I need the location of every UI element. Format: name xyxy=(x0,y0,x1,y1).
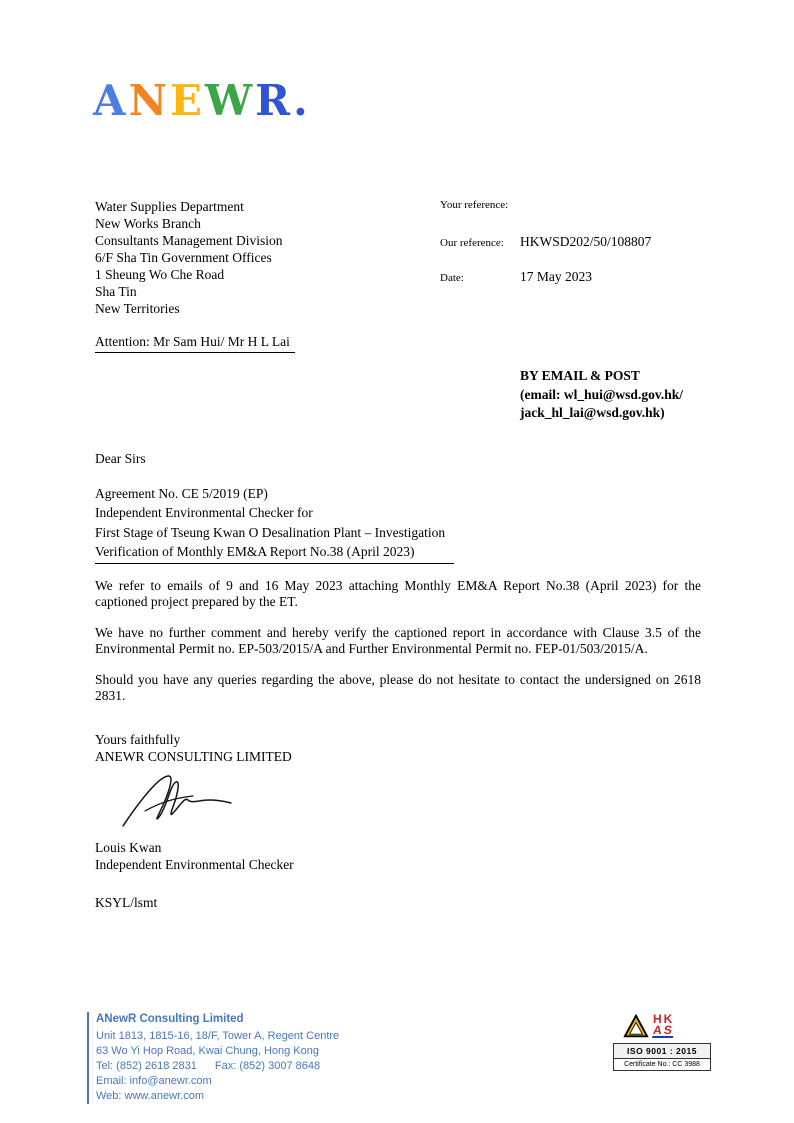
logo-letter: W xyxy=(205,76,256,125)
logo-letter: N xyxy=(128,76,170,125)
closing-company: ANEWR CONSULTING LIMITED xyxy=(95,748,292,764)
hkas-triangle-icon xyxy=(623,1014,649,1038)
body-paragraph-2: We have no further comment and hereby verify the captioned report in accordance with Clause 3.5 of the Environmental Permit no. EP-503/2015/A and Further Environmental Permit no. FEP-01/503/2015/A. xyxy=(95,624,701,656)
footer-fax: Fax: (852) 3007 8648 xyxy=(214,1060,321,1072)
attention-text: Attention: Mr Sam Hui/ Mr H L Lai xyxy=(95,334,295,353)
hkas-top-text: HK xyxy=(653,1012,675,1026)
signature-image xyxy=(113,771,243,833)
your-reference-row xyxy=(440,199,702,217)
delivery-email-line-2: jack_hl_lai@wsd.gov.hk) xyxy=(520,405,665,420)
company-logo xyxy=(93,76,311,125)
recipient-address-line: Water Supplies Department xyxy=(95,199,244,214)
hkas-mark xyxy=(623,1014,711,1038)
footer-tel: Tel: (852) 2618 2831 xyxy=(96,1060,197,1072)
closing-block xyxy=(95,731,701,765)
subject-line-4-text: Verification of Monthly EM&A Report No.38 (April 2023) xyxy=(95,542,454,564)
recipient-address-line: Sha Tin xyxy=(95,284,137,299)
our-reference-row xyxy=(440,234,702,252)
reference-block xyxy=(440,199,702,304)
date-label: Date: xyxy=(440,272,464,284)
our-reference-label: Our reference: xyxy=(440,237,504,249)
reference-initials: KSYL/lsmt xyxy=(95,894,158,910)
footer-address-line-1: Unit 1813, 1815-16, 18/F, Tower A, Regent Centre xyxy=(96,1030,340,1042)
footer-tel-fax xyxy=(96,1059,517,1074)
date-value: 17 May 2023 xyxy=(520,269,592,284)
subject-line-2: Independent Environmental Checker for xyxy=(95,505,313,520)
subject-line-4 xyxy=(95,542,701,564)
subject-line-3: First Stage of Tseung Kwan O Desalination Plant – Investigation xyxy=(95,524,446,540)
delivery-email-line-1: (email: wl_hui@wsd.gov.hk/ xyxy=(520,386,683,402)
certification-block xyxy=(613,1014,711,1071)
recipient-address-line: New Works Branch xyxy=(95,216,201,231)
attention-line xyxy=(95,334,701,353)
date-row xyxy=(440,269,702,287)
subject-line-1: Agreement No. CE 5/2019 (EP) xyxy=(95,485,268,501)
our-reference-value: HKWSD202/50/108807 xyxy=(520,234,652,249)
footer-web: Web: www.anewr.com xyxy=(96,1090,205,1102)
signatory-name: Louis Kwan xyxy=(95,839,162,855)
delivery-method: BY EMAIL & POST xyxy=(520,368,640,383)
footer-contact-block xyxy=(87,1012,517,1104)
footer-address-line-2: 63 Wo Yi Hop Road, Kwai Chung, Hong Kong xyxy=(96,1045,319,1057)
body-paragraph-1: We refer to emails of 9 and 16 May 2023 attaching Monthly EM&A Report No.38 (April 2023) for the captioned project prepared by the ET. xyxy=(95,577,701,609)
delivery-method-block xyxy=(520,367,701,423)
logo-letter: . xyxy=(293,76,311,125)
certificate-number-text: Certificate No.: CC 3988 xyxy=(624,1061,700,1068)
logo-letter: E xyxy=(169,76,205,125)
signatory-block xyxy=(95,839,701,873)
iso-certificate-box xyxy=(613,1043,711,1071)
hkas-letters xyxy=(653,1014,674,1038)
your-reference-label: Your reference: xyxy=(440,199,509,211)
letter-body xyxy=(95,198,701,911)
recipient-address-line: New Territories xyxy=(95,301,180,316)
subject-block xyxy=(95,484,701,564)
logo-letter: A xyxy=(93,76,129,125)
body-paragraph-3: Should you have any queries regarding the above, please do not hesitate to contact the undersigned on 2618 2831. xyxy=(95,671,701,703)
recipient-address-line: 1 Sheung Wo Che Road xyxy=(95,267,225,282)
hkas-bottom-text: AS xyxy=(652,1023,675,1037)
valediction: Yours faithfully xyxy=(95,731,181,747)
footer-company-name: ANewR Consulting Limited xyxy=(96,1013,244,1025)
signatory-title: Independent Environmental Checker xyxy=(95,856,294,872)
salutation: Dear Sirs xyxy=(95,450,146,466)
recipient-address-line: 6/F Sha Tin Government Offices xyxy=(95,250,272,265)
logo-letter: R xyxy=(255,76,294,125)
iso-standard-text: ISO 9001 : 2015 xyxy=(614,1044,710,1059)
address-and-references xyxy=(95,198,701,317)
recipient-address-line: Consultants Management Division xyxy=(95,233,283,248)
footer-email: Email: info@anewr.com xyxy=(96,1075,212,1087)
